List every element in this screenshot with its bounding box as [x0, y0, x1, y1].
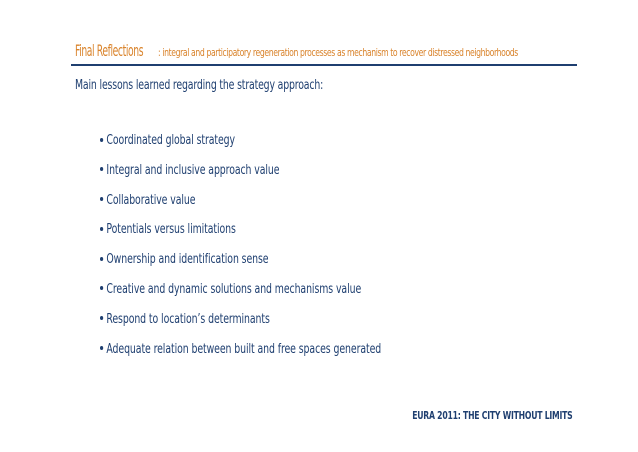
bullet-icon	[100, 257, 103, 261]
bullet-icon	[100, 197, 103, 201]
list-item-text: Collaborative value	[106, 192, 196, 208]
list-item	[100, 161, 381, 191]
list-item	[100, 340, 381, 370]
list-item-text: Adequate relation between built and free spaces generated	[106, 341, 382, 357]
list-item-text: Respond to location’s determinants	[106, 311, 270, 327]
list-item	[100, 310, 381, 340]
list-item-text: Integral and inclusive approach value	[106, 162, 280, 178]
list-item	[100, 280, 381, 310]
bullet-icon	[100, 316, 103, 320]
title-subtitle: : integral and participatory regeneration processes as mechanism to recover distressed neighborhoods	[158, 46, 518, 59]
lessons-list	[100, 131, 451, 369]
list-item	[100, 191, 381, 221]
list-item-text: Creative and dynamic solutions and mechanisms value	[106, 281, 362, 297]
title-wrap	[75, 41, 518, 63]
intro-text: Main lessons learned regarding the strategy approach:	[75, 78, 324, 93]
list-item-text: Potentials versus limitations	[106, 222, 236, 238]
footer-text: EURA 2011: THE CITY WITHOUT LIMITS	[411, 409, 572, 422]
list-item	[100, 220, 381, 250]
list-item	[100, 131, 381, 161]
bullet-icon	[100, 286, 103, 290]
slide-title	[75, 41, 638, 63]
bullet-icon	[100, 138, 103, 142]
title-main: Final Reflections	[75, 41, 144, 60]
bullet-icon	[100, 167, 103, 171]
bullet-icon	[100, 227, 103, 231]
list-item-text: Coordinated global strategy	[106, 133, 235, 148]
list-item-text: Ownership and identification sense	[106, 252, 269, 268]
title-underline	[71, 64, 577, 66]
list-item	[100, 250, 381, 280]
bullet-icon	[100, 346, 103, 350]
